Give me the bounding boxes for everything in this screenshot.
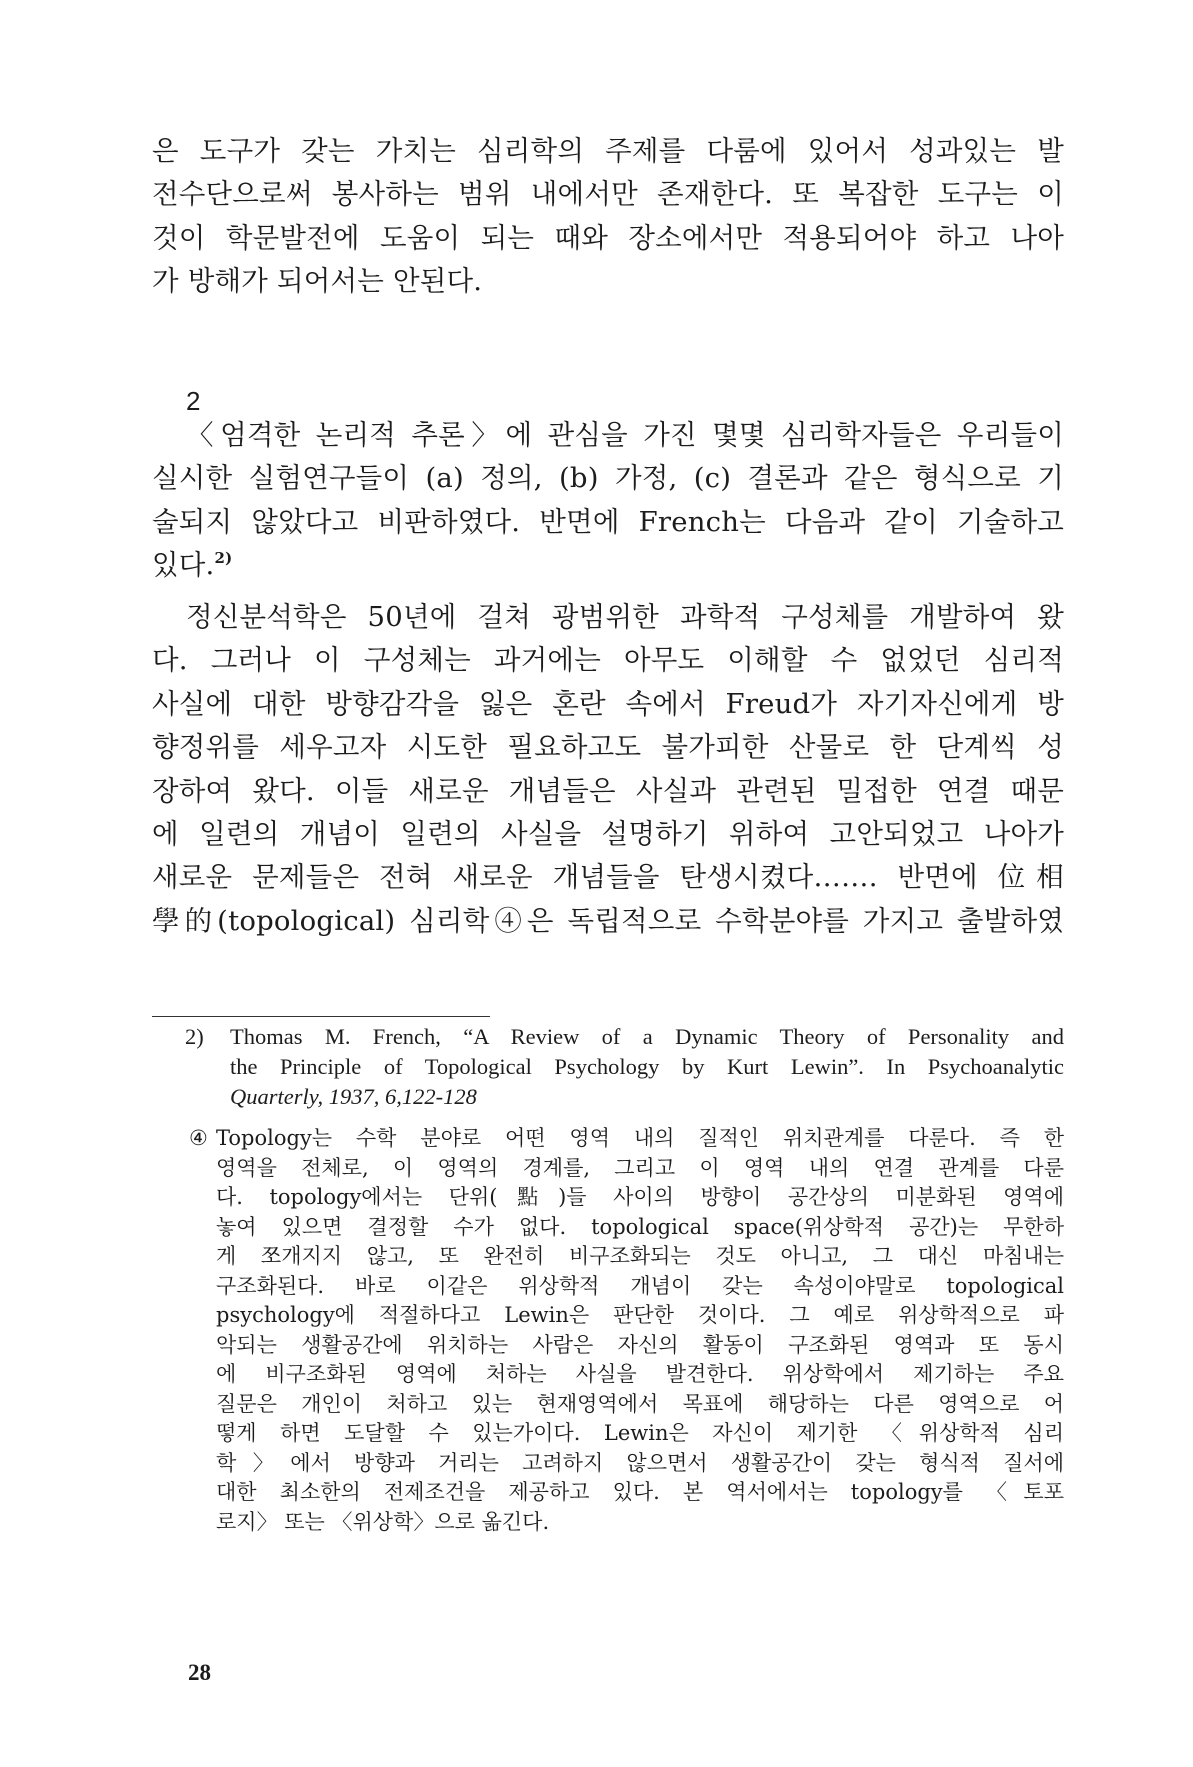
text-line: 사실에 대한 방향감각을 잃은 혼란 속에서 Freud가 자기자신에게 방 xyxy=(152,687,1064,720)
footnote-body xyxy=(216,1124,1064,1537)
footnote-line: 게 쪼개지지 않고, 또 완전히 비구조화되는 것도 아니고, 그 대신 마침내는 xyxy=(216,1244,1064,1268)
footnote-line: the Principle of Topological Psychology by Kurt Lewin”. In Psychoanalytic xyxy=(230,1054,1064,1079)
text-line: 것이 학문발전에 도움이 되는 때와 장소에서만 적용되어야 하고 나아 xyxy=(152,221,1064,254)
footnote-line: Thomas M. French, “A Review of a Dynamic Theory of Personality and xyxy=(230,1024,1064,1049)
footnote-line: 악되는 생활공간에 위치하는 사람은 자신의 활동이 구조화된 영역과 또 동시 xyxy=(216,1332,1064,1357)
text-line-content: 있다. xyxy=(152,549,215,582)
footnote-line: 놓여 있으면 결정할 수가 없다. topological space(위상학적 공간)는 무한하 xyxy=(216,1214,1064,1239)
footnote-line: psychology에 적절하다고 Lewin은 판단한 것이다. 그 예로 위상학적으로 파 xyxy=(216,1303,1064,1327)
footnote-marker: 2) xyxy=(185,1024,204,1049)
footnote-line: 영역을 전체로, 이 영역의 경계를, 그리고 이 영역 내의 연결 관계를 다룬 xyxy=(216,1155,1064,1180)
footnote-line: Quarterly, 1937, 6,122-128 xyxy=(230,1084,477,1109)
french-quote xyxy=(152,596,1064,943)
footnote-line: 로지〉 또는 〈위상학〉으로 옮긴다. xyxy=(216,1509,550,1534)
footnote-2 xyxy=(187,1022,1064,1112)
footnote-line: Topology는 수학 분야로 어떤 영역 내의 질적인 위치관계를 다룬다. 즉 한 xyxy=(216,1126,1064,1150)
paragraph-criticism xyxy=(152,414,1064,588)
footnote-4 xyxy=(187,1124,1064,1537)
text-line: 전수단으로써 봉사하는 범위 내에서만 존재한다. 또 복잡한 도구는 이 xyxy=(152,178,1064,211)
footnote-line: 질문은 개인이 처하고 있는 현재영역에서 목표에 해당하는 다른 영역으로 어 xyxy=(216,1391,1064,1416)
text-line: 정신분석학은 50년에 걸쳐 광범위한 과학적 구성체를 개발하여 왔 xyxy=(186,601,1064,633)
footnote-line: 대한 최소한의 전제조건을 제공하고 있다. 본 역서에서는 topology를 〈토포 xyxy=(216,1480,1064,1504)
text-line: 술되지 않았다고 비판하였다. 반면에 French는 다음과 같이 기술하고 xyxy=(152,505,1064,538)
footnote-reference: 2) xyxy=(214,549,233,568)
footnote-line: 에 비구조화된 영역에 처하는 사실을 발견한다. 위상학에서 제기하는 주요 xyxy=(216,1362,1064,1386)
text-line: 〈엄격한 논리적 추론〉에 관심을 가진 몇몇 심리학자들은 우리들이 xyxy=(186,419,1064,451)
footnote-marker: ④ xyxy=(189,1126,208,1150)
footnote-divider xyxy=(152,1016,490,1017)
footnote-line: 학〉에서 방향과 거리는 고려하지 않으면서 생활공간이 갖는 형식적 질서에 xyxy=(216,1450,1064,1475)
text-line xyxy=(152,544,1064,587)
footnote-line: 구조화된다. 바로 이같은 위상학적 개념이 갖는 속성이야말로 topological xyxy=(216,1273,1064,1298)
text-line: 가 방해가 되어서는 안된다. xyxy=(152,265,483,298)
text-line: 향정위를 세우고자 시도한 필요하고도 불가피한 산물로 한 단계씩 성 xyxy=(152,731,1064,764)
footnote-line: 떻게 하면 도달할 수 있는가이다. Lewin은 자신이 제기한 〈위상학적 심리 xyxy=(216,1421,1064,1445)
text-line: 에 일련의 개념이 일련의 사실을 설명하기 위하여 고안되었고 나아가 xyxy=(152,817,1064,850)
footnote-line: 다. topology에서는 단위(點)들 사이의 방향이 공간상의 미분화된 영역에 xyxy=(216,1185,1064,1209)
text-line: 다. 그러나 이 구성체는 과거에는 아무도 이해할 수 없었던 심리적 xyxy=(152,644,1064,677)
section-number: 2 xyxy=(186,386,201,416)
page-number: 28 xyxy=(188,1660,211,1685)
text-line: 장하여 왔다. 이들 새로운 개념들은 사실과 관련된 밀접한 연결 때문 xyxy=(152,774,1064,807)
text-line: 學的(topological) 심리학④은 독립적으로 수학분야를 가지고 출발하였 xyxy=(152,904,1064,937)
text-line: 새로운 문제들은 전혀 새로운 개념들을 탄생시켰다……. 반면에 位相 xyxy=(152,861,1064,894)
footnote-body xyxy=(230,1022,1064,1112)
paragraph-continuation xyxy=(152,130,1064,304)
text-line: 은 도구가 갖는 가치는 심리학의 주제를 다룸에 있어서 성과있는 발 xyxy=(152,135,1064,167)
text-line: 실시한 실험연구들이 (a) 정의, (b) 가정, (c) 결론과 같은 형식으로 기 xyxy=(152,462,1064,495)
